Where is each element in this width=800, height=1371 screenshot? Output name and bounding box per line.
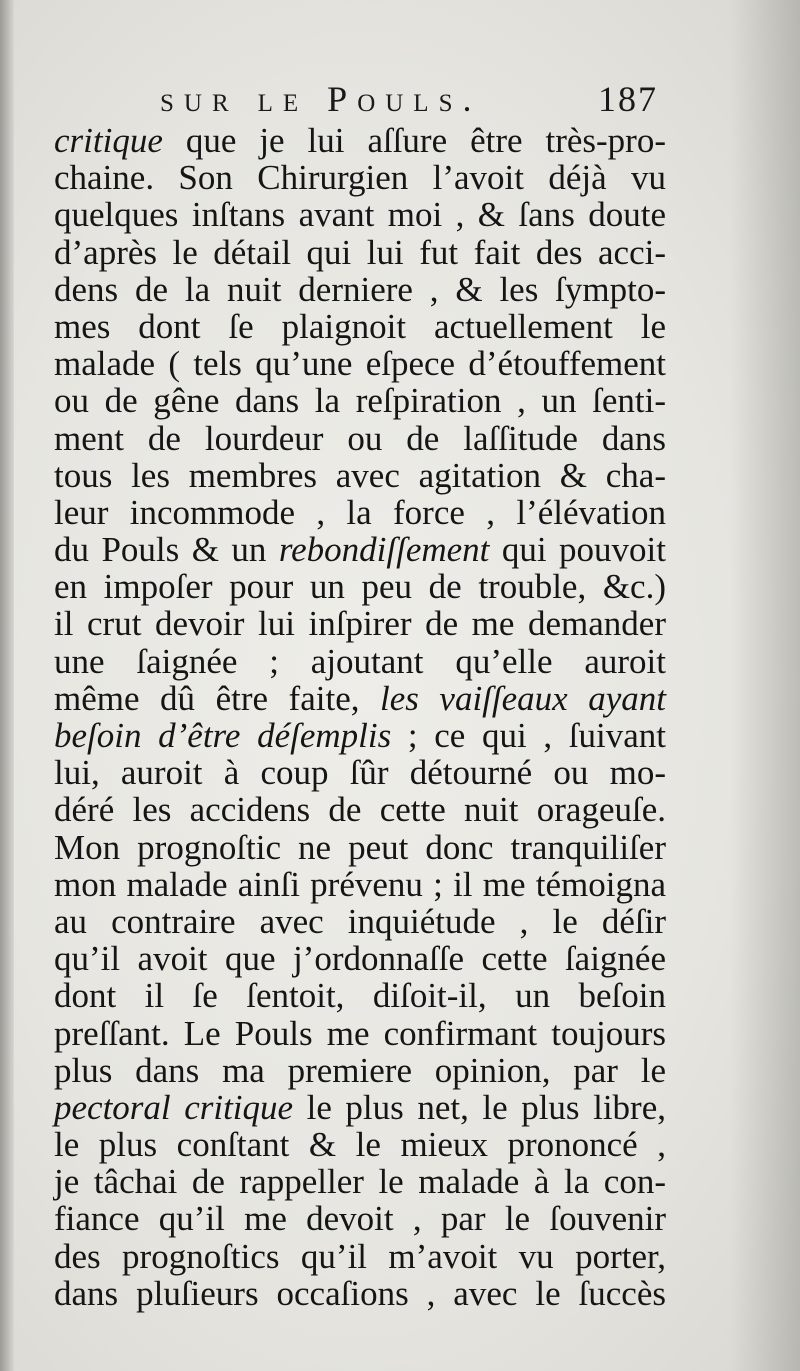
text-segment: plus dans ma premiere opinion, par le — [54, 1050, 666, 1090]
text-line — [54, 940, 666, 977]
text-line — [54, 903, 666, 940]
text-segment: chaine. Son Chirurgien l’avoit déjà vu — [54, 158, 666, 198]
text-line — [54, 382, 666, 419]
text-segment: dens de la nuit derniere , & les ſympto- — [54, 269, 666, 309]
text-line — [54, 977, 666, 1014]
text-line — [54, 1089, 666, 1126]
text-line — [54, 791, 666, 828]
text-line — [54, 1275, 666, 1312]
text-segment: dans pluſieurs occaſions , avec le ſuccès — [54, 1273, 666, 1313]
italic-text-segment: les vaiſſeaux ayant — [380, 678, 666, 718]
text-segment: le plus net, le plus libre, — [293, 1087, 666, 1127]
text-segment: mes dont ſe plaignoit actuellement le — [54, 306, 666, 346]
text-line — [54, 345, 666, 382]
text-segment: dont il ſe ſentoit, diſoit-il, un beſoin — [54, 976, 666, 1016]
text-segment: preſſant. Le Pouls me confirmant toujours — [54, 1013, 666, 1053]
text-line — [54, 1052, 666, 1089]
text-segment: le plus conſtant & le mieux prononcé , — [54, 1125, 666, 1165]
text-segment: que je lui aſſure être très-pro- — [162, 121, 666, 160]
text-segment: en impoſer pour un peu de trouble, &c.) — [54, 567, 666, 607]
text-segment: Mon prognoſtic ne peut donc tranquiliſer — [54, 827, 666, 867]
italic-text-segment: rebondiſſement — [278, 530, 490, 570]
text-segment: même dû être faite, — [54, 678, 381, 718]
page-header — [160, 78, 670, 126]
italic-text-segment: beſoin d’être déſemplis — [54, 716, 392, 755]
text-line — [54, 531, 666, 568]
text-line — [54, 234, 666, 271]
text-line — [54, 420, 666, 457]
text-segment: ; ce qui , ſuivant — [391, 716, 666, 755]
text-segment: du Pouls & un — [54, 530, 279, 570]
text-segment: au contraire avec inquiétude , le déſir — [54, 901, 666, 941]
page-number: 187 — [598, 79, 658, 119]
text-line — [54, 717, 666, 754]
text-line — [54, 196, 666, 233]
text-line — [54, 271, 666, 308]
text-segment: quelques inſtans avant moi , & ſans doute — [54, 195, 666, 235]
running-title: sur le Pouls. — [160, 79, 482, 119]
text-line — [54, 605, 666, 642]
text-line — [54, 1238, 666, 1275]
text-segment: qui pouvoit — [489, 530, 666, 570]
text-segment: il crut devoir lui inſpirer de me demander — [54, 604, 666, 644]
page-edge-shadow — [730, 0, 800, 1371]
text-line — [54, 1163, 666, 1200]
text-segment: mon malade ainſi prévenu ; il me témoigna — [54, 864, 666, 904]
italic-text-segment: critique — [54, 121, 163, 160]
text-line — [54, 1126, 666, 1163]
text-segment: leur incommode , la force , l’élévation — [54, 492, 666, 532]
text-line — [54, 866, 666, 903]
text-segment: fiance qu’il me devoit , par le ſouvenir — [54, 1199, 666, 1239]
text-line — [54, 1015, 666, 1052]
text-line — [54, 494, 666, 531]
text-segment: déré les accidens de cette nuit orageuſe. — [54, 790, 666, 830]
text-segment: ou de gêne dans la reſpiration , un ſenti- — [54, 381, 666, 421]
text-line — [54, 680, 666, 717]
text-line — [54, 568, 666, 605]
text-line — [54, 308, 666, 345]
text-segment: qu’il avoit que j’ordonnaſſe cette ſaignée — [54, 939, 666, 979]
italic-text-segment: pectoral critique — [54, 1087, 294, 1127]
text-segment: d’après le détail qui lui fut fait des acci- — [54, 232, 666, 272]
text-segment: je tâchai de rappeller le malade à la con- — [54, 1162, 666, 1202]
text-line — [54, 754, 666, 791]
text-line — [54, 122, 666, 159]
text-segment: une ſaignée ; ajoutant qu’elle auroit — [54, 641, 666, 681]
text-line — [54, 159, 666, 196]
text-segment: des prognoſtics qu’il m’avoit vu porter, — [54, 1236, 666, 1276]
text-line — [54, 829, 666, 866]
page-gutter-shadow — [0, 0, 14, 1371]
text-segment: malade ( tels qu’une eſpece d’étouffement — [54, 344, 666, 384]
text-line — [54, 457, 666, 494]
text-line — [54, 1200, 666, 1237]
text-line — [54, 643, 666, 680]
body-text — [54, 122, 666, 1312]
text-segment: tous les membres avec agitation & cha- — [54, 455, 666, 495]
text-segment: ment de lourdeur ou de laſſitude dans — [54, 418, 666, 458]
text-segment: lui, auroit à coup ſûr détourné ou mo- — [54, 753, 666, 793]
